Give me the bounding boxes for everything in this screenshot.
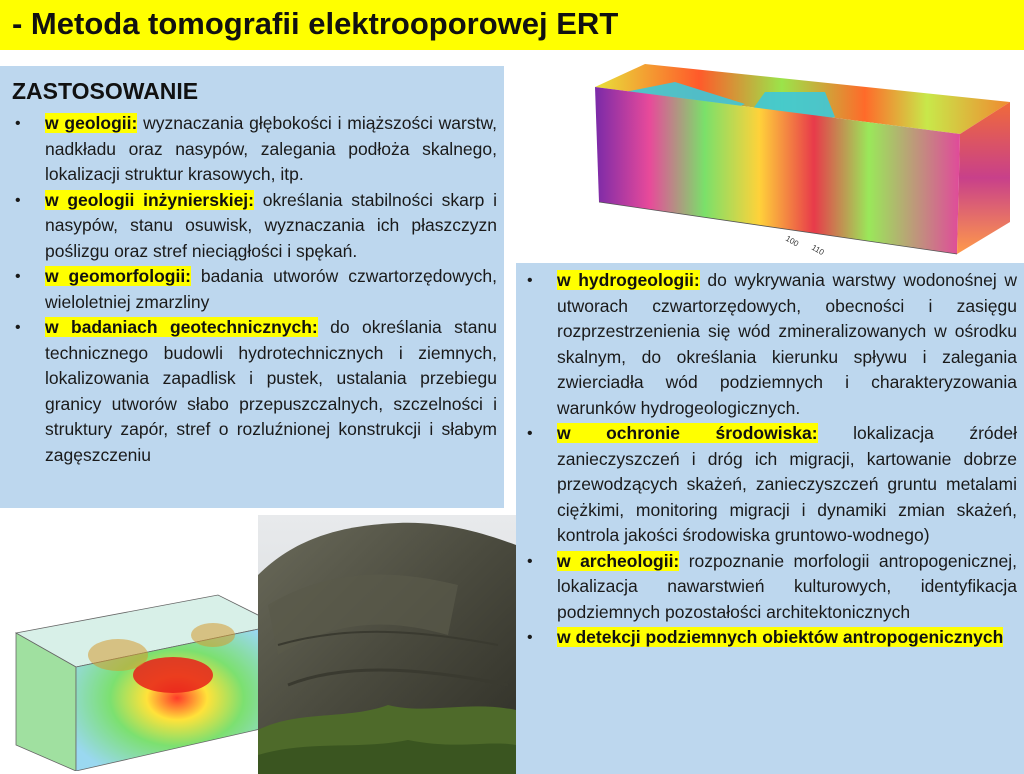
left-bullet-list <box>45 111 497 468</box>
list-item <box>557 625 1017 651</box>
list-item <box>557 268 1017 421</box>
item-text: rozpoznanie morfologii antropogenicznej, lokalizacja nawarstwień kulturowych, identyfikacja podziemnych pozostałości architektonicznych <box>557 550 1018 622</box>
item-label: w archeologii: <box>557 550 680 571</box>
list-item <box>557 421 1017 549</box>
item-label: w geomorfologii: <box>45 266 192 286</box>
list-item <box>557 549 1017 626</box>
list-item <box>45 111 497 188</box>
list-item <box>45 188 497 265</box>
resistivity-3d-model-image <box>585 62 1024 260</box>
item-text: wyznaczania głębokości i miąższości warstw, nadkładu oraz nasypów, zalegania podłoża skalnego, lokalizacji struktur krasowych, itp. <box>45 113 497 184</box>
item-label: w detekcji podziemnych obiektów antropogenicznych <box>557 627 1004 647</box>
item-label: w geologii inżynierskiej: <box>45 189 254 210</box>
list-item <box>45 264 497 315</box>
item-text: badania utworów czwartorzędowych, wieloletniej zmarzliny <box>45 266 497 312</box>
model-axis-tick: 100 <box>784 233 801 249</box>
archaeology-3d-model-image <box>8 575 290 771</box>
rock-outcrop-photo <box>258 515 516 774</box>
item-text: do wykrywania warstwy wodonośnej w utworach czwartorzędowych, obecności i zasięgu rozprzestrzenienia się wód zmineralizowanych w ośrodku skalnym, do określania kierunku spływu i zalegania zwierciadła wód podziemnych i charakteryzowania warunków hydrogeologicznych. <box>557 270 1017 418</box>
item-label: w geologii: <box>45 113 138 133</box>
list-item <box>45 315 497 468</box>
item-text: określania stabilności skarp i nasypów, stanu osuwisk, wyznaczania ich płaszczyzn poślizgu oraz stref nieciągłości i spękań. <box>45 189 497 261</box>
section-heading: ZASTOSOWANIE <box>12 78 199 104</box>
page-title: - Metoda tomografii elektrooporowej ERT <box>12 6 619 41</box>
item-label: w hydrogeologii: <box>557 270 700 290</box>
item-label: w ochronie środowiska: <box>557 423 818 443</box>
model-axis-tick: 110 <box>810 242 826 258</box>
item-text: lokalizacja źródeł zanieczyszczeń i dróg ich migracji, kartowanie dobrze przewodzących skażeń, zanieczyszczeń gruntu metalami ciężkimi, monitoring migracji i dynamiki zmian skażeń, kontrola jakości środowiska gruntowo-wodnego) <box>557 423 1017 545</box>
item-text: do określania stanu technicznego budowli hydrotechnicznych i ziemnych, lokalizowania zapadlisk i pustek, ustalania przebiegu granicy utworów słabo przepuszczalnych, szczelności i struktury zapór, stref o rozluźnionej konstrukcji i słabym zagęszczeniu <box>45 317 497 465</box>
item-label: w badaniach geotechnicznych: <box>45 317 318 337</box>
right-bullet-list <box>557 268 1017 651</box>
